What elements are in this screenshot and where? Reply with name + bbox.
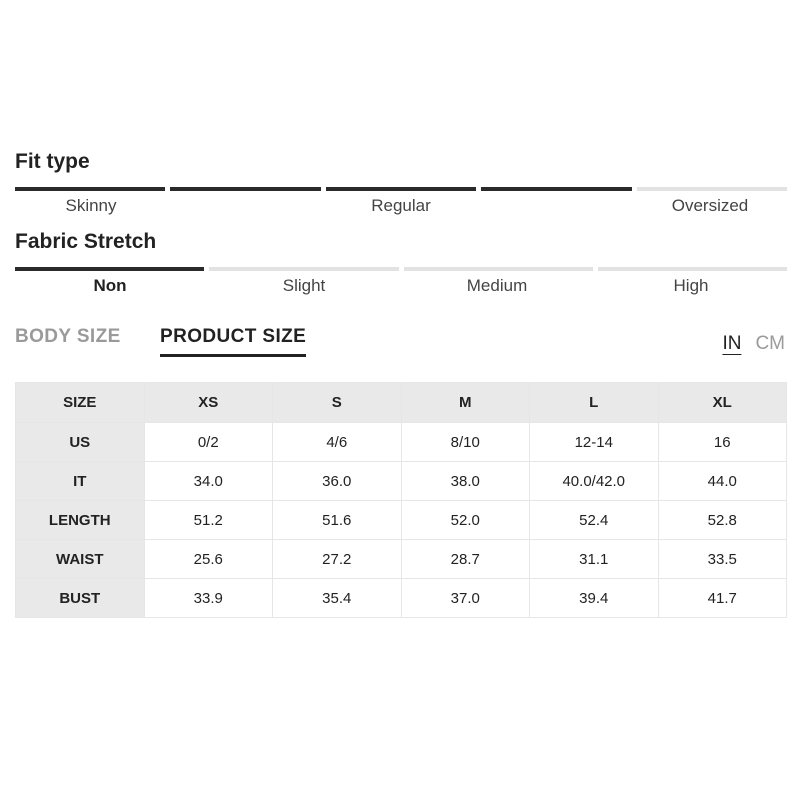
table-row-header: IT (16, 462, 145, 501)
fit-type-segment (15, 187, 165, 191)
fabric-stretch-segment (598, 267, 787, 271)
table-cell: 40.0/42.0 (530, 462, 659, 501)
fit-type-segment (481, 187, 631, 191)
fabric-stretch-label-medium: Medium (466, 276, 528, 295)
table-cell: 34.0 (144, 462, 273, 501)
fabric-stretch-labels (15, 276, 787, 296)
table-row-header: BUST (16, 579, 145, 618)
table-header-cell: SIZE (16, 383, 145, 423)
table-cell: 36.0 (273, 462, 402, 501)
table-row (16, 423, 787, 462)
table-cell: 27.2 (273, 540, 402, 579)
table-header-cell: XS (144, 383, 273, 423)
fit-type-label-skinny: Skinny (65, 196, 117, 215)
fabric-stretch-label-non: Non (93, 276, 127, 295)
fit-type-segment (326, 187, 476, 191)
table-cell: 12-14 (530, 423, 659, 462)
tab-product-size[interactable]: PRODUCT SIZE (160, 326, 306, 357)
table-cell: 52.8 (658, 501, 787, 540)
table-cell: 39.4 (530, 579, 659, 618)
table-cell: 25.6 (144, 540, 273, 579)
table-cell: 4/6 (273, 423, 402, 462)
table-cell: 8/10 (401, 423, 530, 462)
table-cell: 38.0 (401, 462, 530, 501)
unit-toggle (722, 333, 785, 355)
fabric-stretch-segment (209, 267, 398, 271)
fit-type-segment (637, 187, 787, 191)
table-cell: 52.0 (401, 501, 530, 540)
fit-type-scale (15, 187, 787, 191)
unit-in-button[interactable]: IN (722, 333, 742, 354)
fabric-stretch-title: Fabric Stretch (15, 230, 157, 253)
table-cell: 41.7 (658, 579, 787, 618)
table-cell: 0/2 (144, 423, 273, 462)
fabric-stretch-segment (404, 267, 593, 271)
table-cell: 52.4 (530, 501, 659, 540)
table-row (16, 540, 787, 579)
table-cell: 33.5 (658, 540, 787, 579)
table-row-header: US (16, 423, 145, 462)
table-header-cell: L (530, 383, 659, 423)
fit-type-segment (170, 187, 320, 191)
table-cell: 35.4 (273, 579, 402, 618)
table-cell: 16 (658, 423, 787, 462)
fit-type-label-oversized: Oversized (671, 196, 749, 215)
fabric-stretch-label-high: High (673, 276, 709, 295)
fabric-stretch-label-slight: Slight (282, 276, 326, 295)
table-row-header: WAIST (16, 540, 145, 579)
table-cell: 51.2 (144, 501, 273, 540)
table-cell: 51.6 (273, 501, 402, 540)
table-cell: 28.7 (401, 540, 530, 579)
table-header-row (16, 383, 787, 423)
table-header-cell: M (401, 383, 530, 423)
table-cell: 31.1 (530, 540, 659, 579)
table-cell: 44.0 (658, 462, 787, 501)
fit-type-title: Fit type (15, 150, 90, 173)
unit-cm-button[interactable]: CM (755, 333, 785, 354)
tab-body-size[interactable]: BODY SIZE (15, 326, 121, 347)
table-row (16, 462, 787, 501)
fabric-stretch-segment (15, 267, 204, 271)
size-table (15, 382, 787, 618)
fabric-stretch-scale (15, 267, 787, 271)
table-cell: 37.0 (401, 579, 530, 618)
table-row (16, 501, 787, 540)
fit-type-label-regular: Regular (371, 196, 431, 215)
fit-type-labels (15, 196, 787, 216)
table-cell: 33.9 (144, 579, 273, 618)
table-row (16, 579, 787, 618)
table-row-header: LENGTH (16, 501, 145, 540)
table-header-cell: XL (658, 383, 787, 423)
table-header-cell: S (273, 383, 402, 423)
